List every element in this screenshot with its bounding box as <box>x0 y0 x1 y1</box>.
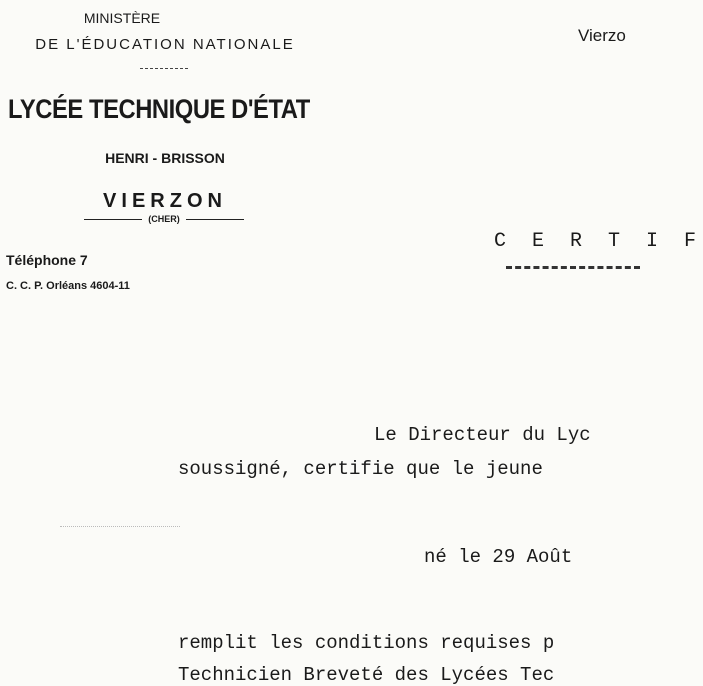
scan-speckle <box>60 526 180 527</box>
body-line-1: Le Directeur du Lyc <box>374 424 591 446</box>
body-line-3: né le 29 Août <box>424 546 573 568</box>
body-line-5: Technicien Breveté des Lycées Tec <box>178 664 555 686</box>
school-name: HENRI - BRISSON <box>105 150 225 166</box>
department-rule-left <box>84 219 142 220</box>
ministry-line-2: DE L'ÉDUCATION NATIONALE <box>35 36 295 53</box>
body-line-4: remplit les conditions requises p <box>178 632 555 654</box>
school-heading: LYCÉE TECHNIQUE D'ÉTAT <box>8 94 310 124</box>
school-city: VIERZON <box>103 190 227 212</box>
place-date: Vierzo <box>578 26 626 45</box>
ministry-divider <box>140 68 188 69</box>
department-label: (CHER) <box>148 214 180 224</box>
body-line-2: soussigné, certifie que le jeune <box>178 458 543 480</box>
postal-account: C. C. P. Orléans 4604-11 <box>6 280 130 292</box>
telephone: Téléphone 7 <box>6 252 88 268</box>
department-rule-right <box>186 219 244 220</box>
title-underline <box>506 266 640 269</box>
certificate-title: C E R T I F <box>494 230 703 253</box>
ministry-line-1: MINISTÈRE <box>83 10 161 26</box>
department-line <box>84 214 244 224</box>
